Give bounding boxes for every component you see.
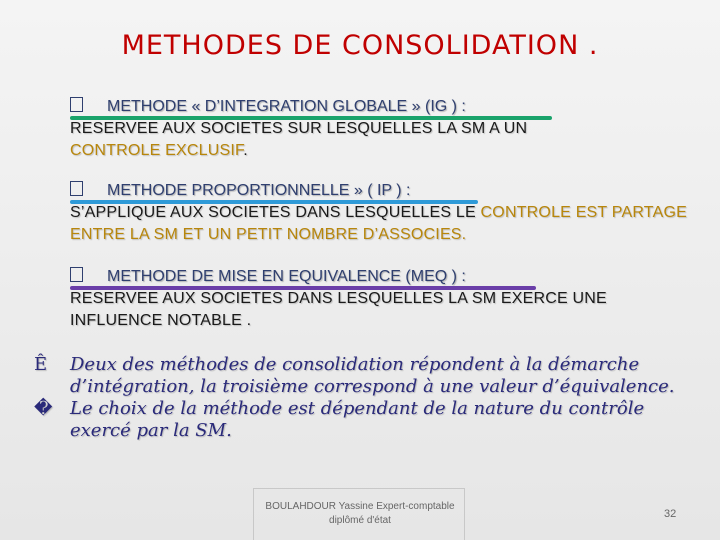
method-meq-text bbox=[70, 288, 690, 332]
method-ip-text-main: S’APPLIQUE AUX SOCIETES DANS LESQUELLES LE bbox=[70, 204, 476, 221]
method-meq-underline bbox=[70, 286, 536, 290]
method-meq-text-after: INFLUENCE NOTABLE . bbox=[70, 312, 252, 329]
method-ip-highlight: CONTROLE EST PARTAGE ENTRE LA SM ET UN PETIT NOMBRE D’ASSOCIES. bbox=[70, 204, 687, 243]
checkbox-icon bbox=[70, 267, 83, 282]
note-text: Deux des méthodes de consolidation répondent à la démarche d’intégration, la troisième correspond à une valeur d’équivalence. bbox=[70, 354, 675, 397]
method-ig-text-after: . bbox=[243, 142, 248, 159]
method-meq-block bbox=[70, 266, 690, 332]
method-ip-underline bbox=[70, 200, 478, 204]
method-ip-heading-text: METHODE PROPORTIONNELLE » ( IP ) : bbox=[107, 182, 411, 199]
checkbox-icon bbox=[70, 97, 83, 112]
method-ip-heading bbox=[70, 180, 690, 202]
method-ig-highlight: CONTROLE EXCLUSIF bbox=[70, 142, 244, 159]
method-ig-text-main: RESERVEE AUX SOCIETES SUR LESQUELLES LA SM A UN bbox=[70, 120, 528, 137]
method-ip-text bbox=[70, 202, 690, 246]
note-marker-icon: � bbox=[34, 398, 53, 419]
method-ig-text bbox=[70, 118, 690, 162]
method-meq-heading bbox=[70, 266, 690, 288]
slide-title: METHODES DE CONSOLIDATION . bbox=[121, 30, 599, 61]
note-text: Le choix de la méthode est dépendant de la nature du contrôle exercé par la SM. bbox=[70, 398, 645, 441]
note-item bbox=[34, 354, 694, 398]
footer-author: BOULAHDOUR Yassine Expert-comptable diplômé d'état bbox=[265, 501, 455, 526]
note-marker-icon: Ê bbox=[34, 354, 48, 375]
page-number: 32 bbox=[664, 508, 677, 520]
method-ig-block bbox=[70, 96, 690, 162]
method-ig-heading-text: METHODE « D’INTEGRATION GLOBALE » (IG ) : bbox=[107, 98, 466, 115]
notes-block bbox=[34, 354, 694, 442]
method-ip-block bbox=[70, 180, 690, 246]
checkbox-icon bbox=[70, 181, 83, 196]
method-ig-heading bbox=[70, 96, 690, 118]
method-meq-text-main: RESERVEE AUX SOCIETES DANS LESQUELLES LA SM EXERCE UNE bbox=[70, 290, 607, 307]
note-item bbox=[34, 398, 694, 442]
method-ig-underline bbox=[70, 116, 552, 120]
method-meq-heading-text: METHODE DE MISE EN EQUIVALENCE (MEQ ) : bbox=[107, 268, 466, 285]
